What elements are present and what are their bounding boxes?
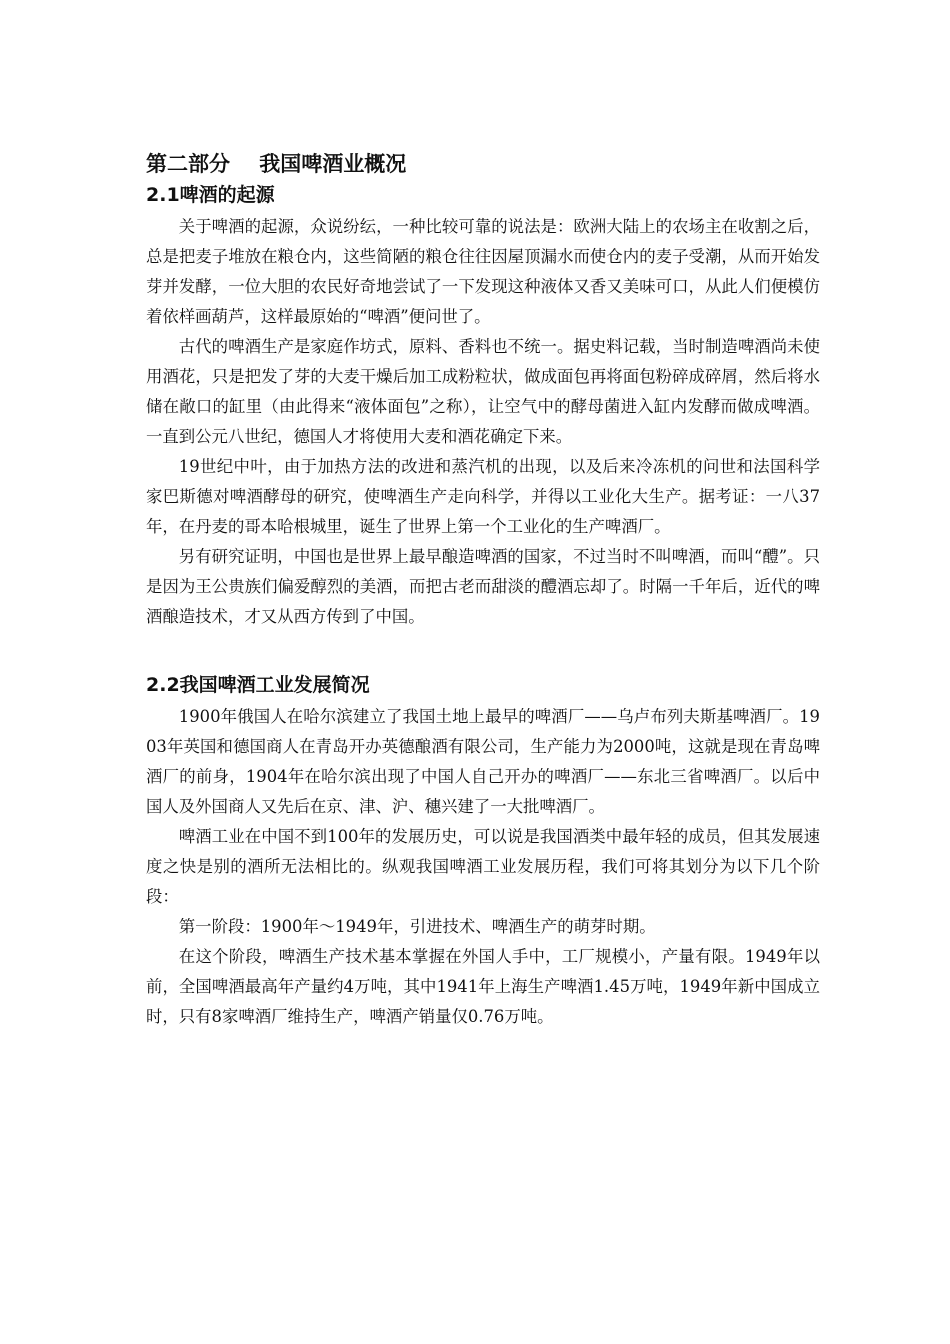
paragraph: 关于啤酒的起源，众说纷纭，一种比较可靠的说法是：欧洲大陆上的农场主在收割之后，总是把麦子堆放在粮仓内，这些简陋的粮仓往往因屋顶漏水而使仓内的麦子受潮，从而开始发芽并发酵，一位大胆的农民好奇地尝试了一下发现这种液体又香又美味可口，从此人们便模仿着依样画葫芦，这样最原始的“啤酒”便问世了。 — [146, 217, 820, 326]
paragraph: 古代的啤酒生产是家庭作坊式，原料、香料也不统一。据史料记载，当时制造啤酒尚未使用酒花，只是把发了芽的大麦干燥后加工成粉粒状，做成面包再将面包粉碎成碎屑，然后将水储在敞口的缸里（由此得来“液体面包”之称），让空气中的酵母菌进入缸内发酵而做成啤酒。一直到公元八世纪，德国人才将使用大麦和酒花确定下来。 — [146, 337, 820, 446]
paragraph: 1900年俄国人在哈尔滨建立了我国土地上最早的啤酒厂——乌卢布列夫斯基啤酒厂。1903年英国和德国商人在青岛开办英德酿酒有限公司，生产能力为2000吨，这就是现在青岛啤酒厂的前身，1904年在哈尔滨出现了中国人自己开办的啤酒厂——东北三省啤酒厂。以后中国人及外国商人又先后在京、津、沪、穗兴建了一大批啤酒厂。 — [146, 707, 820, 816]
document-page — [146, 148, 820, 1032]
paragraph: 19世纪中叶，由于加热方法的改进和蒸汽机的出现，以及后来冷冻机的问世和法国科学家巴斯德对啤酒酵母的研究，使啤酒生产走向科学，并得以工业化大生产。据考证：一八37年，在丹麦的哥本哈根城里，诞生了世界上第一个工业化的生产啤酒厂。 — [146, 457, 820, 536]
section-heading-development: 2.2我国啤酒工业发展简况 — [146, 674, 370, 696]
paragraph: 另有研究证明，中国也是世界上最早酿造啤酒的国家，不过当时不叫啤酒，而叫“醴”。只是因为王公贵族们偏爱醇烈的美酒，而把古老而甜淡的醴酒忘却了。时隔一千年后，近代的啤酒酿造技术，才又从西方传到了中国。 — [146, 547, 820, 626]
paragraph: 在这个阶段，啤酒生产技术基本掌握在外国人手中，工厂规模小，产量有限。1949年以前，全国啤酒最高年产量约4万吨，其中1941年上海生产啤酒1.45万吨，1949年新中国成立时，只有8家啤酒厂维持生产，啤酒产销量仅0.76万吨。 — [146, 947, 820, 1026]
paragraph: 啤酒工业在中国不到100年的发展历史，可以说是我国酒类中最年轻的成员，但其发展速度之快是别的酒所无法相比的。纵观我国啤酒工业发展历程，我们可将其划分为以下几个阶段： — [146, 827, 820, 906]
section-heading-origin: 2.1啤酒的起源 — [146, 184, 275, 206]
paragraph: 第一阶段：1900年～1949年，引进技术、啤酒生产的萌芽时期。 — [178, 917, 656, 936]
part-title: 第二部分 我国啤酒业概况 — [146, 152, 407, 176]
